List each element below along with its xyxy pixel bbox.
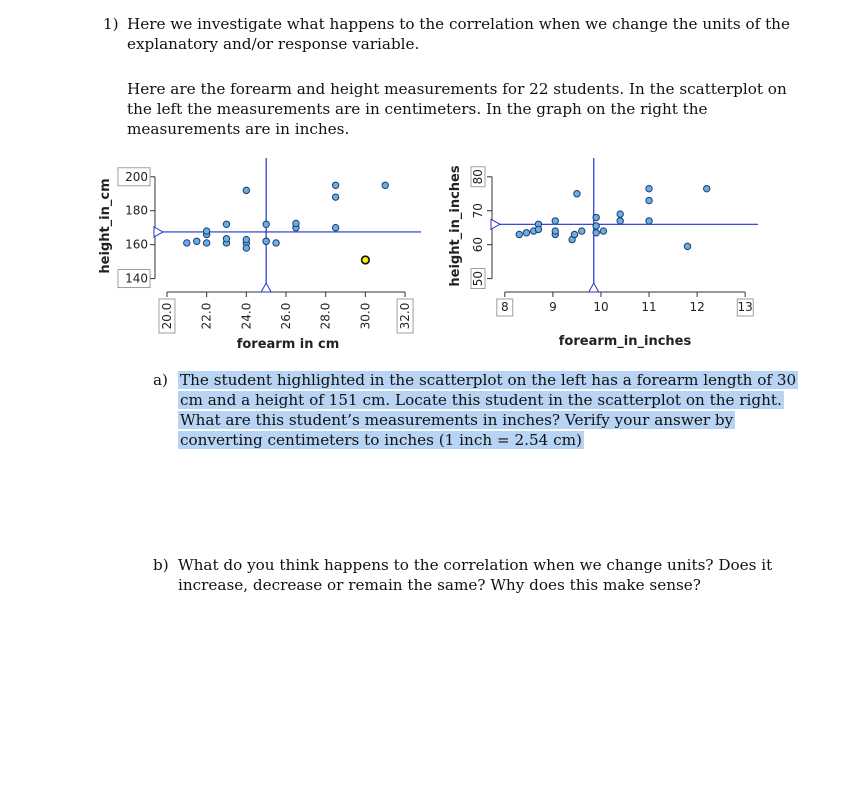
x-tick-label: 30.0 xyxy=(358,302,373,330)
question-intro xyxy=(127,14,790,54)
data-point xyxy=(593,223,599,229)
data-point xyxy=(646,185,652,191)
part-a-line-1: The student highlighted in the scatterplot on the left has a forearm length of 30 xyxy=(180,371,797,389)
x-tick-label: 10 xyxy=(593,300,609,314)
data-point xyxy=(646,218,652,224)
y-tick-label: 180 xyxy=(125,203,148,218)
data-point xyxy=(523,230,529,236)
data-point xyxy=(203,240,209,246)
data-point xyxy=(293,220,299,226)
context-line-2: the left the measurements are in centimeters. In the graph on the right the xyxy=(127,100,708,118)
data-point xyxy=(194,238,200,244)
intro-line-2: explanatory and/or response variable. xyxy=(127,35,420,53)
y-tick-label: 140 xyxy=(125,271,148,286)
data-point xyxy=(332,182,338,188)
x-mean-marker xyxy=(261,283,271,292)
scatterplot-inches xyxy=(445,155,775,355)
data-point xyxy=(243,187,249,193)
data-point xyxy=(593,230,599,236)
data-point xyxy=(263,238,269,244)
x-tick-label: 24.0 xyxy=(239,302,254,330)
y-tick-label: 50 xyxy=(471,270,485,287)
data-point xyxy=(574,191,580,197)
data-point xyxy=(684,243,690,249)
part-b-label: b) xyxy=(153,556,169,574)
part-a-text xyxy=(178,370,798,450)
y-mean-marker xyxy=(491,219,500,229)
data-point xyxy=(535,226,541,232)
part-a-line-4: converting centimeters to inches (1 inch = 2.54 cm) xyxy=(180,431,582,449)
y-mean-marker xyxy=(154,227,163,237)
data-point xyxy=(617,211,623,217)
x-tick-label: 13 xyxy=(737,300,753,314)
y-tick-label: 60 xyxy=(471,237,485,253)
data-point xyxy=(243,236,249,242)
data-point xyxy=(223,236,229,242)
part-b-text xyxy=(178,555,772,595)
x-tick-label: 8 xyxy=(500,300,509,314)
y-tick-label: 70 xyxy=(471,203,485,219)
data-point xyxy=(579,228,585,234)
part-a-line-2: cm and a height of 151 cm. Locate this student in the scatterplot on the right. xyxy=(180,391,782,409)
x-axis-title: forearm in cm xyxy=(236,337,340,352)
intro-line-1: Here we investigate what happens to the correlation when we change the units of the xyxy=(127,15,790,33)
part-b-line-2: increase, decrease or remain the same? Why does this make sense? xyxy=(178,576,701,594)
question-context xyxy=(127,79,787,139)
part-b-line-1: What do you think happens to the correlation when we change units? Does it xyxy=(178,556,773,574)
data-point xyxy=(593,214,599,220)
data-point xyxy=(646,197,652,203)
x-mean-marker xyxy=(589,283,599,292)
data-point xyxy=(243,245,249,251)
data-point xyxy=(382,182,388,188)
scatterplot-cm xyxy=(95,155,425,355)
data-point xyxy=(223,221,229,227)
data-point xyxy=(516,231,522,237)
data-point xyxy=(552,228,558,234)
data-point xyxy=(263,221,269,227)
x-tick-label: 11 xyxy=(641,300,657,314)
y-tick-label: 200 xyxy=(125,169,148,184)
x-tick-label: 32.0 xyxy=(398,302,413,330)
data-point xyxy=(273,240,279,246)
y-axis-title: height_in_cm xyxy=(98,178,113,274)
data-point xyxy=(184,240,190,246)
context-line-1: Here are the forearm and height measurements for 22 students. In the scatterplot on xyxy=(127,80,787,98)
x-tick-label: 9 xyxy=(549,300,557,314)
x-tick-label: 26.0 xyxy=(279,302,294,330)
part-a-line-3: What are this student’s measurements in inches? Verify your answer by xyxy=(180,411,734,429)
y-tick-label: 80 xyxy=(471,169,485,185)
data-point xyxy=(552,218,558,224)
y-axis-title: height_in_inches xyxy=(448,165,463,287)
x-tick-label: 22.0 xyxy=(199,302,214,330)
data-point xyxy=(203,228,209,234)
x-tick-label: 28.0 xyxy=(318,302,333,330)
x-axis-title: forearm_in_inches xyxy=(558,334,692,349)
data-point xyxy=(704,185,710,191)
context-line-3: measurements are in inches. xyxy=(127,120,350,138)
data-point xyxy=(600,228,606,234)
part-a-label: a) xyxy=(153,371,168,389)
question-number: 1) xyxy=(103,15,119,33)
y-tick-label: 160 xyxy=(125,237,148,252)
x-tick-label: 12 xyxy=(689,300,705,314)
data-point xyxy=(332,194,338,200)
highlighted-point xyxy=(362,256,370,264)
x-tick-label: 20.0 xyxy=(159,302,174,330)
data-point xyxy=(617,218,623,224)
data-point xyxy=(332,224,338,230)
data-point xyxy=(571,231,577,237)
